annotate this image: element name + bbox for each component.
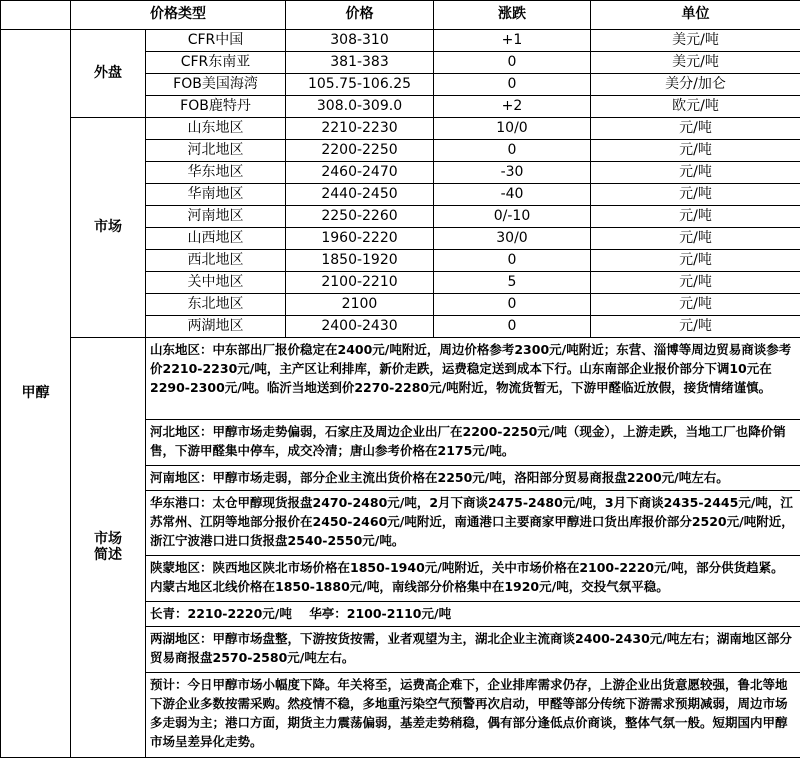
price-unit: 欧元/吨	[591, 96, 800, 118]
table-row	[1, 30, 800, 52]
price-type: 关中地区	[146, 272, 286, 294]
price-change: 0	[434, 316, 591, 338]
price-value: 2100	[286, 294, 434, 316]
summary-row	[1, 338, 800, 758]
price-type: 山东地区	[146, 118, 286, 140]
summary-henan: 河南地区：甲醇市场走弱，部分企业主流出货价格在2250元/吨，洛阳部分贸易商报盘2200元/吨左右。	[146, 466, 800, 491]
price-value: 2460-2470	[286, 162, 434, 184]
price-unit: 元/吨	[591, 272, 800, 294]
summary-huadong: 华东港口：太仓甲醇现货报盘2470-2480元/吨，2月下商谈2475-2480元/吨，3月下商谈2435-2445元/吨，江苏常州、江阴等地部分报价在2450-2460元/吨附近，南通港口主要商家甲醇进口货出库报价部分2520元/吨附近，浙江宁波港口进口货报盘2540-2550元/吨。	[146, 491, 800, 556]
price-change: 10/0	[434, 118, 591, 140]
price-unit: 元/吨	[591, 228, 800, 250]
price-value: 308-310	[286, 30, 434, 52]
table-row	[1, 118, 800, 140]
group-market: 市场	[71, 118, 146, 338]
price-value: 2100-2210	[286, 272, 434, 294]
price-unit: 美元/吨	[591, 52, 800, 74]
price-change: +2	[434, 96, 591, 118]
price-type: FOB鹿特丹	[146, 96, 286, 118]
header-price: 价格	[286, 1, 434, 30]
price-unit: 元/吨	[591, 118, 800, 140]
price-unit: 元/吨	[591, 140, 800, 162]
summary-cell	[146, 338, 800, 758]
header-row	[1, 1, 800, 30]
price-type: CFR东南亚	[146, 52, 286, 74]
price-type: 华东地区	[146, 162, 286, 184]
price-type: 华南地区	[146, 184, 286, 206]
price-change: -40	[434, 184, 591, 206]
price-unit: 元/吨	[591, 184, 800, 206]
summary-hebei: 河北地区：甲醇市场走势偏弱，石家庄及周边企业出厂在2200-2250元/吨（现金），上游走跌，当地工厂也降价销售，下游甲醛集中停车，成交冷清；唐山参考价格在2175元/吨。	[146, 420, 800, 466]
price-value: 2400-2430	[286, 316, 434, 338]
header-blank	[1, 1, 71, 30]
price-value: 2440-2450	[286, 184, 434, 206]
price-value: 308.0-309.0	[286, 96, 434, 118]
summary-changqing: 长青：2210-2220元/吨 华亭：2100-2110元/吨	[146, 602, 800, 627]
price-value: 2210-2230	[286, 118, 434, 140]
price-type: 河北地区	[146, 140, 286, 162]
price-type: 西北地区	[146, 250, 286, 272]
price-type: FOB美国海湾	[146, 74, 286, 96]
price-unit: 元/吨	[591, 162, 800, 184]
price-unit: 元/吨	[591, 316, 800, 338]
price-change: 0	[434, 294, 591, 316]
price-value: 1850-1920	[286, 250, 434, 272]
summary-shaanmeng: 陕蒙地区：陕西地区陕北市场价格在1850-1940元/吨附近，关中市场价格在2100-2220元/吨，部分供货趋紧。内蒙古地区北线价格在1850-1880元/吨，南线部分价格集中在1920元/吨，交投气氛平稳。	[146, 556, 800, 602]
header-price-type: 价格类型	[71, 1, 286, 30]
product-label: 甲醇	[1, 30, 71, 758]
price-change: 0	[434, 52, 591, 74]
price-unit: 元/吨	[591, 206, 800, 228]
header-change: 涨跌	[434, 1, 591, 30]
group-summary: 市场 简述	[71, 338, 146, 758]
price-unit: 元/吨	[591, 294, 800, 316]
price-change: 30/0	[434, 228, 591, 250]
price-unit: 元/吨	[591, 250, 800, 272]
price-unit: 美元/吨	[591, 30, 800, 52]
price-type: 山西地区	[146, 228, 286, 250]
price-change: 0	[434, 140, 591, 162]
price-change: 0/-10	[434, 206, 591, 228]
price-type: 河南地区	[146, 206, 286, 228]
price-change: -30	[434, 162, 591, 184]
price-value: 2200-2250	[286, 140, 434, 162]
price-change: +1	[434, 30, 591, 52]
price-value: 381-383	[286, 52, 434, 74]
summary-shandong: 山东地区：中东部出厂报价稳定在2400元/吨附近，周边价格参考2300元/吨附近；东营、淄博等周边贸易商谈参考价2210-2230元/吨，主产区让利排库，新价走跌，运费稳定送到成本下行。山东南部企业报价部分下调10元在2290-2300元/吨。临沂当地送到价2270-2280元/吨附近，物流货暂无，下游甲醛临近放假，接货情绪谨慎。	[146, 338, 800, 420]
summary-forecast: 预计：今日甲醇市场小幅度下降。年关将至，运费高企难下，企业排库需求仍存，上游企业出货意愿较强，鲁北等地下游企业多数按需采购。然疫情不稳，多地重污染空气预警再次启动，甲醛等部分传统下游需求预期减弱，周边市场多走弱为主；港口方面，期货主力震荡偏弱，基差走势稍稳，偶有部分逢低点价商谈，整体气氛一般。短期国内甲醇市场呈差异化走势。	[150, 677, 788, 749]
price-type: CFR中国	[146, 30, 286, 52]
price-value: 105.75-106.25	[286, 74, 434, 96]
group-outer: 外盘	[71, 30, 146, 118]
summary-lianghu: 两湖地区：甲醇市场盘整，下游按货按需，业者观望为主，湖北企业主流商谈2400-2430元/吨左右；湖南地区部分贸易商报盘2570-2580元/吨左右。	[146, 627, 800, 673]
header-unit: 单位	[591, 1, 800, 30]
price-change: 0	[434, 74, 591, 96]
price-value: 1960-2220	[286, 228, 434, 250]
price-change: 0	[434, 250, 591, 272]
price-type: 两湖地区	[146, 316, 286, 338]
price-value: 2250-2260	[286, 206, 434, 228]
price-change: 5	[434, 272, 591, 294]
price-type: 东北地区	[146, 294, 286, 316]
price-unit: 美分/加仑	[591, 74, 800, 96]
